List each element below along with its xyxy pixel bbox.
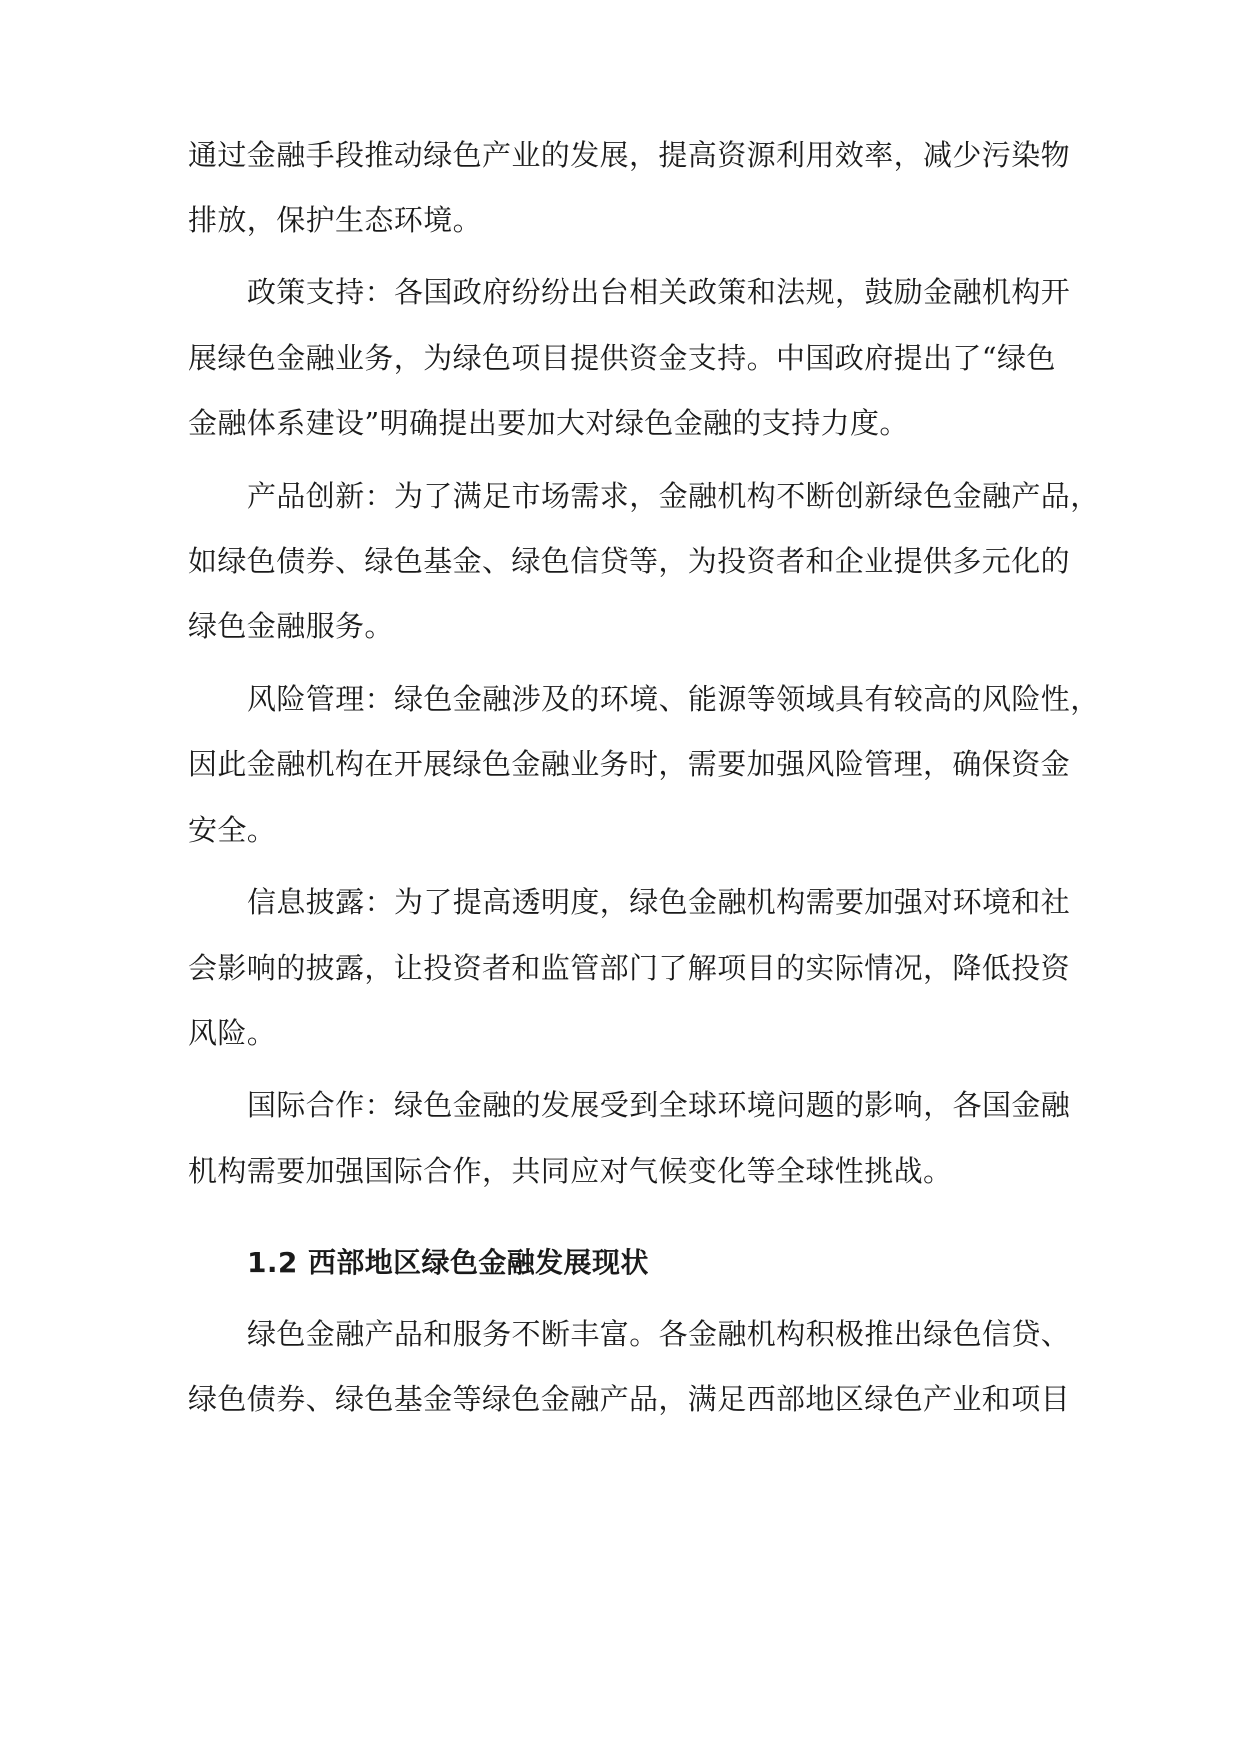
paragraph-line: 风险管理：绿色金融涉及的环境、能源等领域具有较高的风险性， xyxy=(247,682,1100,716)
paragraph-line: 通过金融手段推动绿色产业的发展，提高资源利用效率，减少污染物 xyxy=(188,138,1071,172)
paragraph-line: 产品创新：为了满足市场需求，金融机构不断创新绿色金融产品， xyxy=(247,479,1100,513)
paragraph-line: 信息披露：为了提高透明度，绿色金融机构需要加强对环境和社 xyxy=(247,885,1071,919)
paragraph-line: 风险。 xyxy=(188,1016,277,1050)
paragraph-line: 因此金融机构在开展绿色金融业务时，需要加强风险管理，确保资金 xyxy=(188,747,1071,781)
paragraph-line: 绿色债券、绿色基金等绿色金融产品，满足西部地区绿色产业和项目 xyxy=(188,1382,1071,1416)
paragraph-line: 安全。 xyxy=(188,813,277,847)
paragraph-line: 金融体系建设”明确提出要加大对绿色金融的支持力度。 xyxy=(188,406,909,440)
paragraph-line: 政策支持：各国政府纷纷出台相关政策和法规，鼓励金融机构开 xyxy=(247,275,1071,309)
paragraph-line: 排放，保护生态环境。 xyxy=(188,203,483,237)
paragraph-line: 国际合作：绿色金融的发展受到全球环境问题的影响，各国金融 xyxy=(247,1088,1071,1122)
section-heading: 1.2 西部地区绿色金融发展现状 xyxy=(247,1246,649,1279)
paragraph-line: 如绿色债券、绿色基金、绿色信贷等，为投资者和企业提供多元化的 xyxy=(188,544,1071,578)
paragraph-line: 机构需要加强国际合作，共同应对气候变化等全球性挑战。 xyxy=(188,1154,953,1188)
paragraph-line: 绿色金融产品和服务不断丰富。各金融机构积极推出绿色信贷、 xyxy=(247,1317,1071,1351)
paragraph-line: 绿色金融服务。 xyxy=(188,609,394,643)
paragraph-line: 展绿色金融业务，为绿色项目提供资金支持。中国政府提出了“绿色 xyxy=(188,341,1056,375)
paragraph-line: 会影响的披露，让投资者和监管部门了解项目的实际情况，降低投资 xyxy=(188,951,1071,985)
